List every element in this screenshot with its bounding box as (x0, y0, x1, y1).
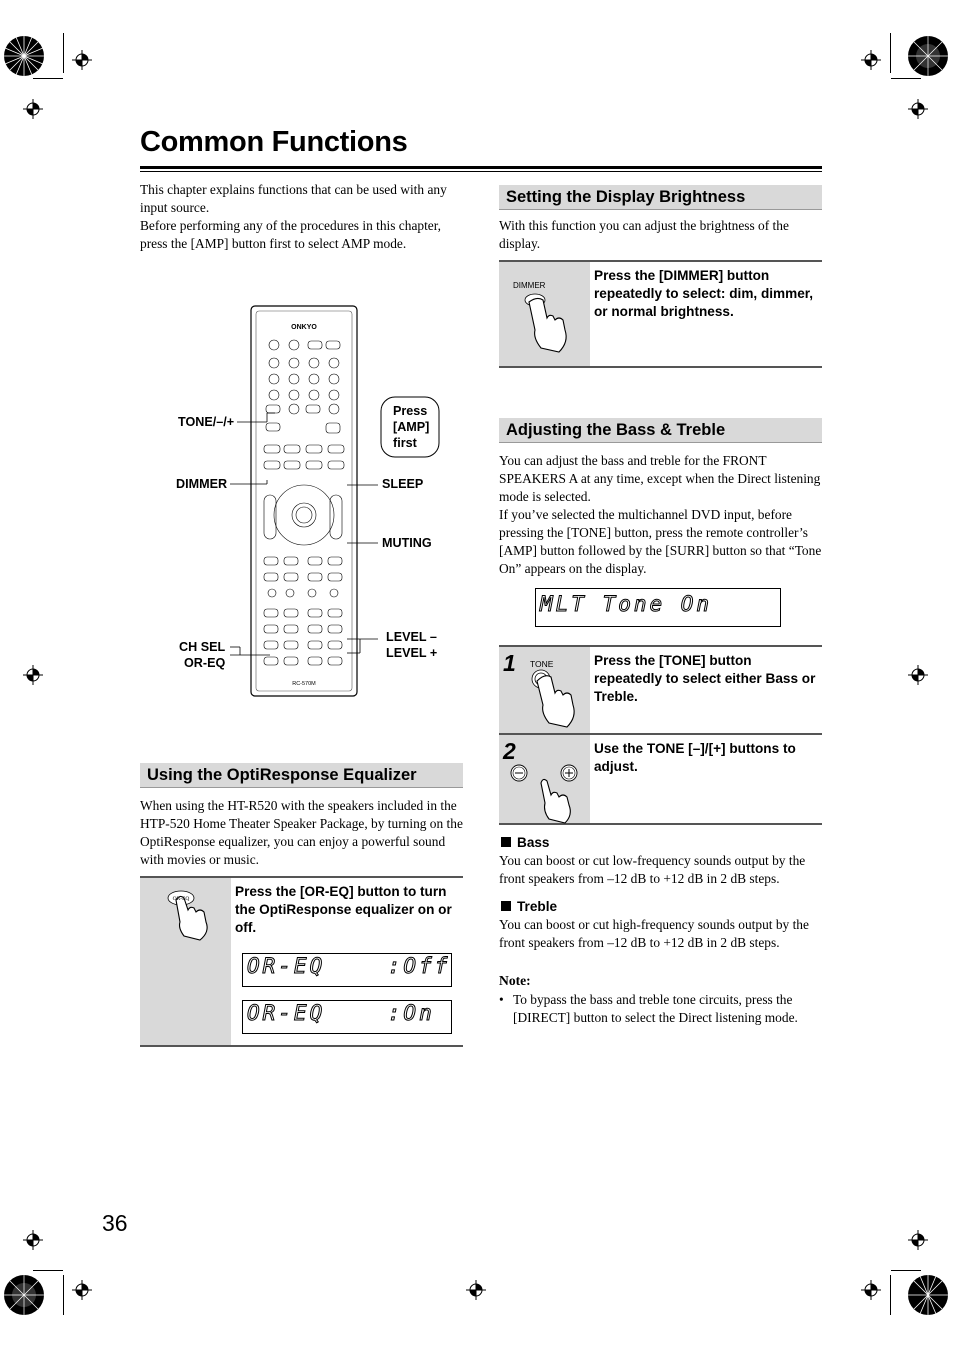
optiresponse-step-box (140, 876, 463, 1047)
square-bullet-icon (501, 837, 511, 847)
bass-treble-step-2 (499, 733, 822, 825)
lcd-display-tone-on: MLT Tone On (535, 588, 781, 627)
callout-dimmer: DIMMER (176, 477, 228, 491)
hand-press-button-icon (162, 886, 222, 946)
callout-ch-sel: CH SEL (179, 640, 226, 654)
callout-muting: MUTING (382, 536, 432, 550)
brightness-body: With this function you can adjust the brightness of the display. (499, 218, 789, 251)
registration-mark-icon (861, 1280, 881, 1300)
registration-mark-icon (466, 1280, 486, 1300)
lcd-display-on: OR-EQ :On (242, 1000, 452, 1034)
callout-press-amp-line1: Press (393, 404, 428, 418)
tone-minus-plus-buttons-icon (507, 763, 587, 825)
registration-mark-icon (72, 50, 92, 70)
optiresponse-body: When using the HT-R520 with the speakers included in the HTP-520 Home Theater Speaker Package, by turning on the OptiResponse equalizer, you can enjoy a powerful sound with movies or music. (140, 798, 463, 867)
bass-subheading: Bass (501, 835, 550, 850)
remote-brand: ONKYO (291, 324, 317, 331)
intro-paragraph-2: Before performing any of the procedures in this chapter, press the [AMP] button first to select AMP mode. (140, 218, 442, 251)
step-number: 1 (503, 650, 516, 676)
or-eq-button-label: OR-EQ (172, 896, 190, 902)
registration-mark-icon (908, 665, 928, 685)
registration-mark-icon (908, 1230, 928, 1250)
hand-press-button-icon (517, 290, 577, 360)
sunburst-mark-icon (907, 35, 949, 77)
callout-press-amp-line2: [AMP] (393, 420, 430, 434)
section-brightness-heading: Setting the Display Brightness (499, 185, 822, 210)
step-number: 2 (503, 738, 516, 764)
callout-tone: TONE/–/+ (178, 415, 235, 429)
step-1-instruction: Press the [TONE] button repeatedly to select either Bass or Treble. (594, 653, 816, 704)
bass-treble-step-1 (499, 645, 822, 735)
registration-mark-icon (23, 99, 43, 119)
bass-treble-paragraph-2: If you’ve selected the multichannel DVD input, before pressing the [TONE] button, press the remote controller’s [AMP] button followed by the [SURR] button so that “Tone On” appears on the display. (499, 507, 822, 576)
lcd-display-off: OR-EQ :Off (242, 953, 452, 987)
step-2-instruction: Use the TONE [–]/[+] buttons to adjust. (594, 741, 796, 774)
bass-treble-paragraph-1: You can adjust the bass and treble for the FRONT SPEAKERS A at any time, except when the Direct listening mode is selected. (499, 453, 821, 504)
registration-mark-icon (23, 1230, 43, 1250)
callout-sleep: SLEEP (382, 477, 424, 491)
remote-model: RC-570M (292, 681, 316, 687)
note-title: Note: (499, 973, 531, 988)
callout-press-amp-line3: first (393, 436, 417, 450)
callout-level-minus: LEVEL – (386, 630, 437, 644)
bass-body: You can boost or cut low-frequency sounds output by the front speakers from –12 dB to +12 dB in 2 dB steps. (499, 853, 806, 886)
callout-level-plus: LEVEL + (386, 646, 438, 660)
intro-text (140, 181, 465, 253)
dimmer-button-label: DIMMER (513, 281, 546, 290)
title-rule (140, 166, 822, 169)
section-bass-treble-heading: Adjusting the Bass & Treble (499, 418, 822, 443)
section-optiresponse-heading: Using the OptiResponse Equalizer (140, 763, 463, 788)
sunburst-mark-icon (3, 35, 45, 77)
hand-press-button-icon (525, 669, 585, 731)
bass-treble-intro (499, 452, 822, 578)
intro-paragraph-1: This chapter explains functions that can be used with any input source. (140, 182, 447, 215)
brightness-step-box (499, 260, 822, 368)
note-item (499, 991, 823, 1027)
sunburst-mark-icon (3, 1274, 45, 1316)
page-number: 36 (102, 1210, 128, 1236)
page-title: Common Functions (140, 126, 408, 158)
treble-body: You can boost or cut high-frequency sounds output by the front speakers from –12 dB to +12 dB in 2 dB steps. (499, 917, 809, 950)
note-body: To bypass the bass and treble tone circuits, press the [DIRECT] button to select the Direct listening mode. (513, 992, 798, 1025)
bullet-icon: • (499, 992, 504, 1007)
registration-mark-icon (23, 665, 43, 685)
title-rule-thin (140, 171, 822, 172)
treble-subheading: Treble (501, 899, 557, 914)
registration-mark-icon (72, 1280, 92, 1300)
registration-mark-icon (908, 99, 928, 119)
optiresponse-instruction: Press the [OR-EQ] button to turn the OptiResponse equalizer on or off. (235, 884, 452, 935)
sunburst-mark-icon (907, 1274, 949, 1316)
tone-button-label: TONE (530, 659, 554, 669)
callout-or-eq: OR-EQ (184, 656, 226, 670)
registration-mark-icon (861, 50, 881, 70)
brightness-instruction: Press the [DIMMER] button repeatedly to select: dim, dimmer, or normal brightness. (594, 268, 814, 319)
square-bullet-icon (501, 901, 511, 911)
